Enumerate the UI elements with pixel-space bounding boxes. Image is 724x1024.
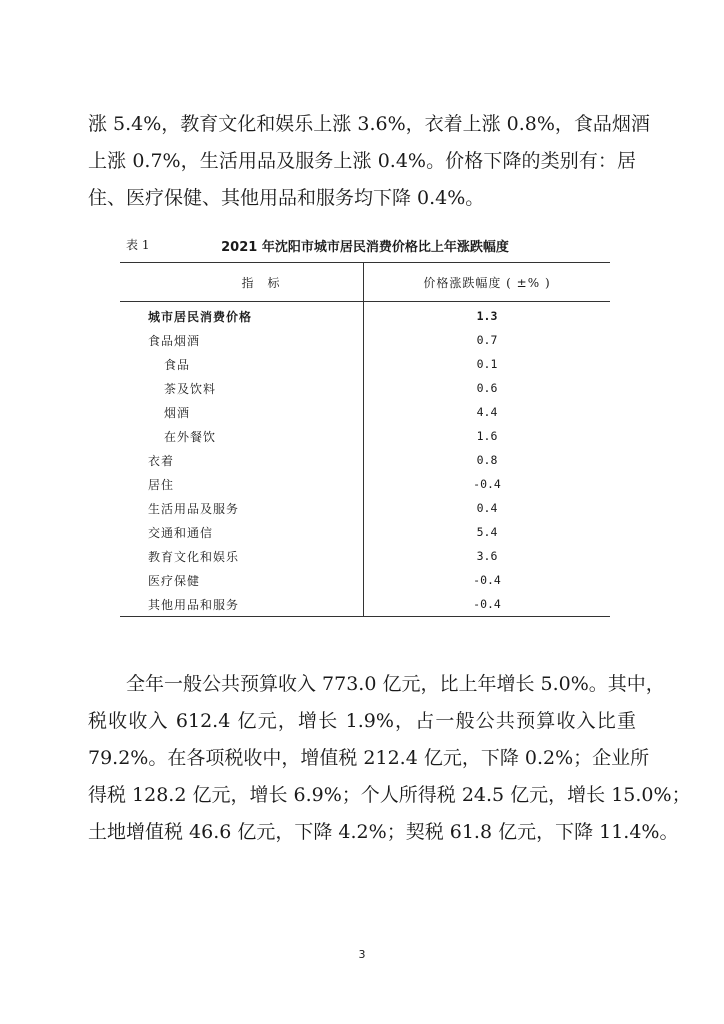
table-row <box>120 376 610 400</box>
top-paragraph <box>88 106 650 217</box>
row-value: -0.4 <box>364 568 611 592</box>
row-value: 0.4 <box>364 496 611 520</box>
paragraph-line: 79.2%。在各项税收中，增值税 212.4 亿元，下降 0.2%；企业所 <box>88 747 650 769</box>
table-row <box>120 424 610 448</box>
table-row <box>120 472 610 496</box>
table-row <box>120 568 610 592</box>
header-indicator: 指 标 <box>120 263 364 302</box>
row-label: 居住 <box>148 477 175 492</box>
row-value: 0.1 <box>364 352 611 376</box>
table-row <box>120 520 610 544</box>
table-row <box>120 592 610 617</box>
row-label: 食品烟酒 <box>148 333 201 348</box>
table-row <box>120 496 610 520</box>
row-label: 生活用品及服务 <box>148 501 240 516</box>
row-value: 0.6 <box>364 376 611 400</box>
paragraph-line: 上涨 0.7%，生活用品及服务上涨 0.4%。价格下降的类别有：居 <box>88 150 636 172</box>
table-row <box>120 400 610 424</box>
row-value: 0.8 <box>364 448 611 472</box>
row-label: 其他用品和服务 <box>120 592 364 617</box>
table-row <box>120 448 610 472</box>
row-value: 3.6 <box>364 544 611 568</box>
row-label: 交通和通信 <box>148 525 214 540</box>
table-title: 2021 年沈阳市城市居民消费价格比上年涨跌幅度 <box>221 240 509 255</box>
table-row <box>120 328 610 352</box>
row-value: 0.7 <box>364 328 611 352</box>
paragraph-line: 住、医疗保健、其他用品和服务均下降 0.4%。 <box>88 187 485 209</box>
paragraph-line: 涨 5.4%，教育文化和娱乐上涨 3.6%，衣着上涨 0.8%，食品烟酒 <box>88 113 650 135</box>
row-value: 4.4 <box>364 400 611 424</box>
row-label: 茶及饮料 <box>164 381 217 396</box>
bottom-paragraph <box>88 666 691 851</box>
table-row <box>120 544 610 568</box>
row-value: -0.4 <box>364 472 611 496</box>
row-value: 1.3 <box>364 302 611 329</box>
page-number: 3 <box>358 948 366 961</box>
table-header-row <box>120 263 610 302</box>
row-label: 城市居民消费价格 <box>148 309 253 324</box>
row-label: 烟酒 <box>164 405 191 420</box>
row-label: 食品 <box>164 357 191 372</box>
paragraph-line: 税收收入 612.4 亿元，增长 1.9%，占一般公共预算收入比重 <box>88 710 636 732</box>
row-label: 在外餐饮 <box>164 429 217 444</box>
row-value: -0.4 <box>364 592 611 617</box>
price-change-table <box>120 262 610 617</box>
row-label: 衣着 <box>148 453 175 468</box>
paragraph-line: 全年一般公共预算收入 773.0 亿元，比上年增长 5.0%。其中， <box>126 673 665 695</box>
row-label: 教育文化和娱乐 <box>148 549 240 564</box>
table-row <box>120 352 610 376</box>
header-price-change: 价格涨跌幅度 ( ±% ) <box>364 263 611 302</box>
table-number: 表 1 <box>126 238 150 252</box>
table-row <box>120 302 610 329</box>
table-caption <box>120 236 610 256</box>
row-value: 1.6 <box>364 424 611 448</box>
row-value: 5.4 <box>364 520 611 544</box>
paragraph-line: 得税 128.2 亿元，增长 6.9%；个人所得税 24.5 亿元，增长 15.0%； <box>88 784 691 806</box>
row-label: 医疗保健 <box>148 573 201 588</box>
paragraph-line: 土地增值税 46.6 亿元，下降 4.2%；契税 61.8 亿元，下降 11.4%。 <box>88 821 679 843</box>
